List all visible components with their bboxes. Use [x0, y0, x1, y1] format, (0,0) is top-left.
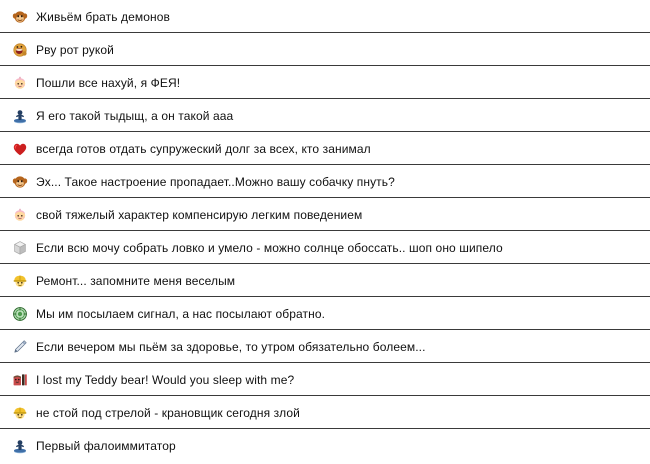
status-row[interactable] — [0, 165, 650, 198]
status-text: Мы им посылаем сигнал, а нас посылают обратно. — [36, 306, 326, 321]
status-row[interactable] — [0, 363, 650, 396]
status-row[interactable] — [0, 99, 650, 132]
monkey-face-icon — [12, 9, 28, 25]
pen-icon — [12, 339, 28, 355]
baby-fairy-icon — [12, 75, 28, 91]
status-text: свой тяжелый характер компенсирую легким поведением — [36, 207, 363, 222]
status-row[interactable] — [0, 429, 650, 462]
status-row[interactable] — [0, 231, 650, 264]
status-text: Эх... Такое настроение пропадает..Можно вашу собачку пнуть? — [36, 174, 395, 189]
blue-statue-icon — [12, 438, 28, 454]
monkey-face-icon — [12, 174, 28, 190]
status-row[interactable] — [0, 132, 650, 165]
status-text: Рву рот рукой — [36, 42, 114, 57]
status-text: Если вечером мы пьём за здоровье, то утром обязательно болеем... — [36, 339, 426, 354]
hard-hat-worker-icon — [12, 273, 28, 289]
blue-statue-icon — [12, 108, 28, 124]
green-emblem-icon — [12, 306, 28, 322]
status-text: не стой под стрелой - крановщик сегодня злой — [36, 405, 300, 420]
status-row[interactable] — [0, 198, 650, 231]
baby-fairy-icon — [12, 207, 28, 223]
status-row[interactable] — [0, 66, 650, 99]
status-text: Если всю мочу собрать ловко и умело - можно солнце обоссать.. шоп оно шипело — [36, 240, 503, 255]
status-row[interactable] — [0, 297, 650, 330]
grey-cube-icon — [12, 240, 28, 256]
red-heart-icon — [12, 141, 28, 157]
status-row[interactable] — [0, 33, 650, 66]
status-text: всегда готов отдать супружеский долг за всех, кто занимал — [36, 141, 371, 156]
status-row[interactable] — [0, 0, 650, 33]
status-text: Ремонт... запомните меня веселым — [36, 273, 236, 288]
status-text: Пошли все нахуй, я ФЕЯ! — [36, 75, 181, 90]
status-text: Живьём брать демонов — [36, 9, 170, 24]
status-text: Я его такой тыдыщ, а он такой ааа — [36, 108, 234, 123]
open-mouth-bite-icon — [12, 42, 28, 58]
teddy-bear-person-icon — [12, 372, 28, 388]
status-row[interactable] — [0, 264, 650, 297]
hard-hat-worker-icon — [12, 405, 28, 421]
status-text: Первый фалоиммитатор — [36, 438, 176, 453]
status-row[interactable] — [0, 330, 650, 363]
status-text: I lost my Teddy bear! Would you sleep with me? — [36, 372, 295, 387]
status-row[interactable] — [0, 396, 650, 429]
